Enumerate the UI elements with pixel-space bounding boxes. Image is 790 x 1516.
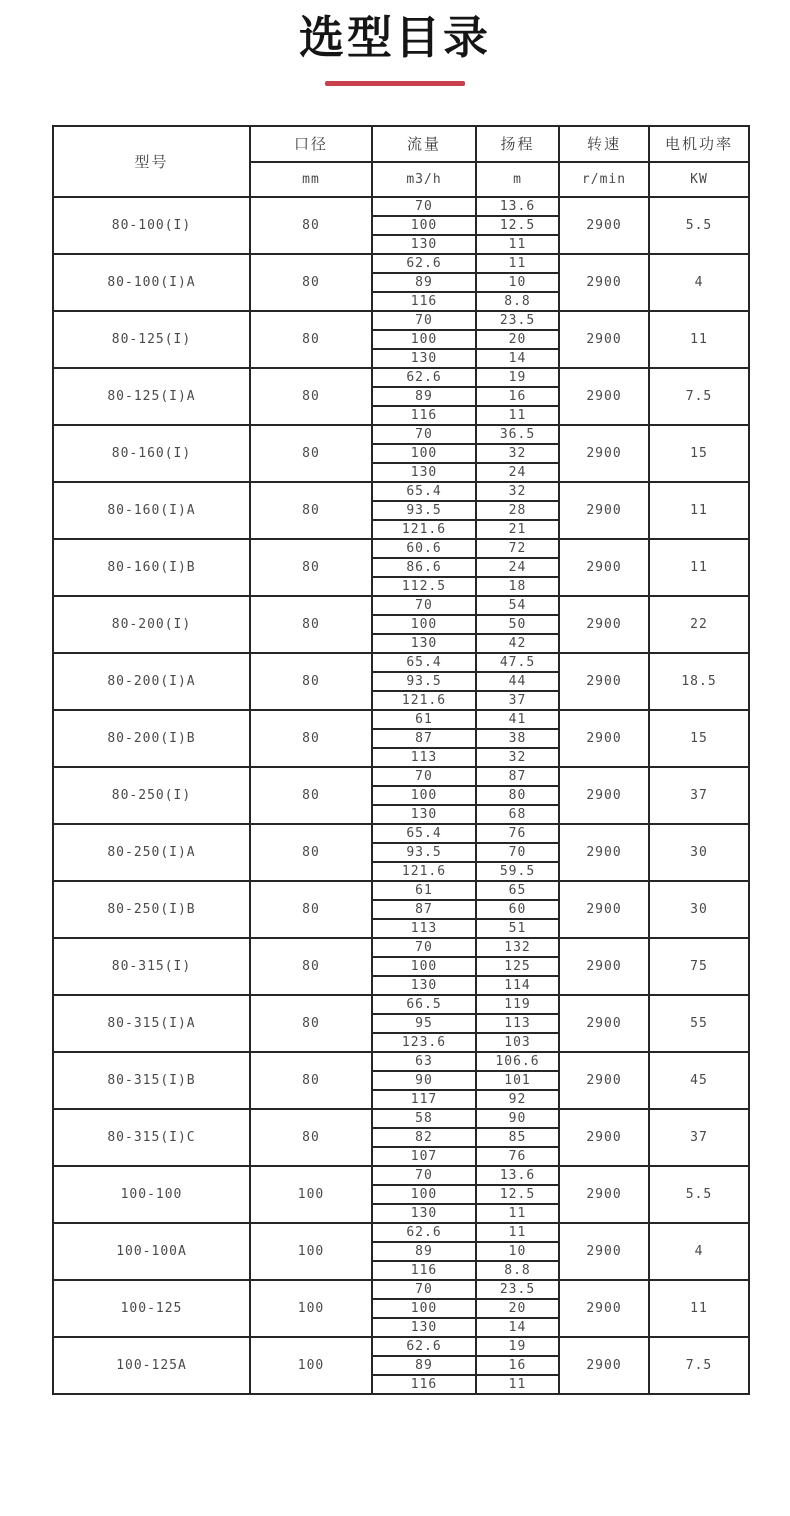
- spec-subrow: [53, 1280, 749, 1299]
- flow-cell: 130: [372, 463, 476, 482]
- diameter-cell: 80: [250, 824, 372, 881]
- head-cell: 11: [476, 1223, 559, 1242]
- power-cell: 11: [649, 482, 749, 539]
- flow-cell: 65.4: [372, 482, 476, 501]
- speed-cell: 2900: [559, 425, 649, 482]
- speed-cell: 2900: [559, 995, 649, 1052]
- head-cell: 16: [476, 387, 559, 406]
- flow-cell: 130: [372, 235, 476, 254]
- power-cell: 4: [649, 1223, 749, 1280]
- diameter-cell: 80: [250, 197, 372, 254]
- flow-cell: 93.5: [372, 672, 476, 691]
- spec-subrow: [53, 1223, 749, 1242]
- spec-subrow: [53, 824, 749, 843]
- model-cell: 80-250(I)A: [53, 824, 250, 881]
- power-cell: 37: [649, 1109, 749, 1166]
- flow-cell: 100: [372, 957, 476, 976]
- flow-cell: 61: [372, 710, 476, 729]
- head-cell: 114: [476, 976, 559, 995]
- head-cell: 13.6: [476, 197, 559, 216]
- speed-cell: 2900: [559, 1280, 649, 1337]
- speed-cell: 2900: [559, 539, 649, 596]
- head-cell: 12.5: [476, 216, 559, 235]
- flow-cell: 62.6: [372, 1223, 476, 1242]
- diameter-cell: 80: [250, 1052, 372, 1109]
- power-cell: 11: [649, 1280, 749, 1337]
- head-cell: 11: [476, 1375, 559, 1394]
- head-cell: 11: [476, 406, 559, 425]
- spec-subrow: [53, 425, 749, 444]
- diameter-cell: 80: [250, 311, 372, 368]
- head-cell: 42: [476, 634, 559, 653]
- spec-subrow: [53, 1337, 749, 1356]
- head-cell: 80: [476, 786, 559, 805]
- head-cell: 101: [476, 1071, 559, 1090]
- power-cell: 7.5: [649, 368, 749, 425]
- model-cell: 80-100(I)A: [53, 254, 250, 311]
- flow-cell: 130: [372, 805, 476, 824]
- head-cell: 54: [476, 596, 559, 615]
- head-cell: 20: [476, 1299, 559, 1318]
- model-cell: 80-315(I)A: [53, 995, 250, 1052]
- flow-cell: 70: [372, 767, 476, 786]
- header-flow: 流量: [372, 126, 476, 162]
- model-cell: 100-100: [53, 1166, 250, 1223]
- power-cell: 7.5: [649, 1337, 749, 1394]
- flow-cell: 100: [372, 444, 476, 463]
- power-cell: 15: [649, 710, 749, 767]
- head-cell: 119: [476, 995, 559, 1014]
- diameter-cell: 80: [250, 995, 372, 1052]
- power-cell: 18.5: [649, 653, 749, 710]
- power-cell: 5.5: [649, 1166, 749, 1223]
- head-cell: 24: [476, 558, 559, 577]
- header-row-labels: [53, 126, 749, 162]
- diameter-cell: 80: [250, 254, 372, 311]
- head-cell: 11: [476, 235, 559, 254]
- head-cell: 11: [476, 1204, 559, 1223]
- flow-cell: 61: [372, 881, 476, 900]
- flow-cell: 93.5: [372, 843, 476, 862]
- head-cell: 125: [476, 957, 559, 976]
- speed-cell: 2900: [559, 710, 649, 767]
- header-model: 型号: [53, 126, 250, 197]
- head-cell: 23.5: [476, 311, 559, 330]
- head-cell: 47.5: [476, 653, 559, 672]
- head-cell: 10: [476, 1242, 559, 1261]
- head-cell: 10: [476, 273, 559, 292]
- speed-cell: 2900: [559, 311, 649, 368]
- model-cell: 80-200(I)B: [53, 710, 250, 767]
- diameter-cell: 80: [250, 767, 372, 824]
- diameter-cell: 80: [250, 710, 372, 767]
- flow-cell: 65.4: [372, 653, 476, 672]
- flow-cell: 100: [372, 216, 476, 235]
- model-cell: 80-315(I): [53, 938, 250, 995]
- head-cell: 90: [476, 1109, 559, 1128]
- spec-subrow: [53, 653, 749, 672]
- title-underline: [325, 81, 465, 86]
- flow-cell: 89: [372, 273, 476, 292]
- head-cell: 106.6: [476, 1052, 559, 1071]
- flow-cell: 87: [372, 900, 476, 919]
- power-cell: 4: [649, 254, 749, 311]
- head-cell: 18: [476, 577, 559, 596]
- head-cell: 38: [476, 729, 559, 748]
- speed-cell: 2900: [559, 368, 649, 425]
- spec-subrow: [53, 938, 749, 957]
- speed-cell: 2900: [559, 1337, 649, 1394]
- flow-cell: 95: [372, 1014, 476, 1033]
- flow-cell: 100: [372, 615, 476, 634]
- head-cell: 13.6: [476, 1166, 559, 1185]
- flow-cell: 70: [372, 197, 476, 216]
- flow-cell: 130: [372, 1204, 476, 1223]
- model-cell: 80-200(I): [53, 596, 250, 653]
- flow-cell: 130: [372, 1318, 476, 1337]
- head-cell: 8.8: [476, 292, 559, 311]
- flow-cell: 121.6: [372, 520, 476, 539]
- speed-cell: 2900: [559, 1052, 649, 1109]
- head-cell: 68: [476, 805, 559, 824]
- flow-cell: 58: [372, 1109, 476, 1128]
- flow-cell: 60.6: [372, 539, 476, 558]
- flow-cell: 93.5: [372, 501, 476, 520]
- power-cell: 30: [649, 881, 749, 938]
- spec-subrow: [53, 1109, 749, 1128]
- head-cell: 85: [476, 1128, 559, 1147]
- diameter-cell: 80: [250, 368, 372, 425]
- table-body: [53, 197, 749, 1394]
- page-title: 选型目录: [298, 12, 491, 63]
- flow-cell: 62.6: [372, 368, 476, 387]
- speed-cell: 2900: [559, 1166, 649, 1223]
- flow-cell: 65.4: [372, 824, 476, 843]
- speed-cell: 2900: [559, 767, 649, 824]
- head-cell: 65: [476, 881, 559, 900]
- power-cell: 30: [649, 824, 749, 881]
- flow-cell: 90: [372, 1071, 476, 1090]
- flow-cell: 89: [372, 1356, 476, 1375]
- flow-cell: 70: [372, 311, 476, 330]
- head-cell: 21: [476, 520, 559, 539]
- flow-cell: 82: [372, 1128, 476, 1147]
- head-cell: 50: [476, 615, 559, 634]
- header-speed: 转速: [559, 126, 649, 162]
- flow-cell: 117: [372, 1090, 476, 1109]
- head-cell: 76: [476, 824, 559, 843]
- model-cell: 80-125(I): [53, 311, 250, 368]
- power-cell: 55: [649, 995, 749, 1052]
- head-cell: 14: [476, 349, 559, 368]
- flow-cell: 116: [372, 406, 476, 425]
- flow-cell: 130: [372, 976, 476, 995]
- header-head: 扬程: [476, 126, 559, 162]
- head-cell: 41: [476, 710, 559, 729]
- diameter-cell: 80: [250, 938, 372, 995]
- flow-cell: 116: [372, 292, 476, 311]
- head-cell: 44: [476, 672, 559, 691]
- head-cell: 92: [476, 1090, 559, 1109]
- model-cell: 100-125: [53, 1280, 250, 1337]
- unit-head: m: [476, 162, 559, 197]
- speed-cell: 2900: [559, 1109, 649, 1166]
- model-cell: 80-125(I)A: [53, 368, 250, 425]
- head-cell: 51: [476, 919, 559, 938]
- flow-cell: 89: [372, 1242, 476, 1261]
- diameter-cell: 80: [250, 482, 372, 539]
- head-cell: 12.5: [476, 1185, 559, 1204]
- table-header: [53, 126, 749, 197]
- flow-cell: 62.6: [372, 254, 476, 273]
- unit-speed: r/min: [559, 162, 649, 197]
- diameter-cell: 100: [250, 1280, 372, 1337]
- flow-cell: 121.6: [372, 691, 476, 710]
- head-cell: 19: [476, 368, 559, 387]
- flow-cell: 70: [372, 425, 476, 444]
- spec-subrow: [53, 881, 749, 900]
- speed-cell: 2900: [559, 824, 649, 881]
- page-header: [0, 0, 790, 86]
- speed-cell: 2900: [559, 881, 649, 938]
- spec-subrow: [53, 197, 749, 216]
- diameter-cell: 100: [250, 1337, 372, 1394]
- flow-cell: 87: [372, 729, 476, 748]
- flow-cell: 70: [372, 1166, 476, 1185]
- power-cell: 75: [649, 938, 749, 995]
- diameter-cell: 80: [250, 653, 372, 710]
- flow-cell: 100: [372, 1185, 476, 1204]
- header-diameter: 口径: [250, 126, 372, 162]
- model-cell: 80-160(I)B: [53, 539, 250, 596]
- unit-power: KW: [649, 162, 749, 197]
- spec-subrow: [53, 482, 749, 501]
- model-cell: 80-250(I): [53, 767, 250, 824]
- head-cell: 14: [476, 1318, 559, 1337]
- speed-cell: 2900: [559, 1223, 649, 1280]
- speed-cell: 2900: [559, 596, 649, 653]
- head-cell: 37: [476, 691, 559, 710]
- flow-cell: 70: [372, 938, 476, 957]
- flow-cell: 112.5: [372, 577, 476, 596]
- flow-cell: 100: [372, 786, 476, 805]
- model-cell: 80-160(I)A: [53, 482, 250, 539]
- diameter-cell: 80: [250, 1109, 372, 1166]
- spec-subrow: [53, 596, 749, 615]
- spec-subrow: [53, 368, 749, 387]
- flow-cell: 63: [372, 1052, 476, 1071]
- head-cell: 60: [476, 900, 559, 919]
- diameter-cell: 80: [250, 539, 372, 596]
- flow-cell: 100: [372, 1299, 476, 1318]
- model-cell: 80-100(I): [53, 197, 250, 254]
- flow-cell: 70: [372, 596, 476, 615]
- head-cell: 32: [476, 482, 559, 501]
- power-cell: 11: [649, 539, 749, 596]
- spec-subrow: [53, 539, 749, 558]
- diameter-cell: 80: [250, 596, 372, 653]
- flow-cell: 130: [372, 349, 476, 368]
- head-cell: 8.8: [476, 1261, 559, 1280]
- head-cell: 28: [476, 501, 559, 520]
- flow-cell: 86.6: [372, 558, 476, 577]
- flow-cell: 113: [372, 748, 476, 767]
- diameter-cell: 100: [250, 1223, 372, 1280]
- head-cell: 70: [476, 843, 559, 862]
- header-power: 电机功率: [649, 126, 749, 162]
- head-cell: 76: [476, 1147, 559, 1166]
- model-cell: 100-125A: [53, 1337, 250, 1394]
- flow-cell: 100: [372, 330, 476, 349]
- spec-subrow: [53, 995, 749, 1014]
- head-cell: 36.5: [476, 425, 559, 444]
- power-cell: 45: [649, 1052, 749, 1109]
- head-cell: 24: [476, 463, 559, 482]
- head-cell: 32: [476, 748, 559, 767]
- head-cell: 23.5: [476, 1280, 559, 1299]
- head-cell: 59.5: [476, 862, 559, 881]
- head-cell: 11: [476, 254, 559, 273]
- flow-cell: 116: [372, 1261, 476, 1280]
- flow-cell: 89: [372, 387, 476, 406]
- power-cell: 37: [649, 767, 749, 824]
- flow-cell: 62.6: [372, 1337, 476, 1356]
- spec-subrow: [53, 1052, 749, 1071]
- spec-subrow: [53, 254, 749, 273]
- head-cell: 132: [476, 938, 559, 957]
- speed-cell: 2900: [559, 254, 649, 311]
- head-cell: 16: [476, 1356, 559, 1375]
- flow-cell: 116: [372, 1375, 476, 1394]
- head-cell: 19: [476, 1337, 559, 1356]
- power-cell: 22: [649, 596, 749, 653]
- diameter-cell: 80: [250, 425, 372, 482]
- speed-cell: 2900: [559, 938, 649, 995]
- model-cell: 80-315(I)B: [53, 1052, 250, 1109]
- flow-cell: 70: [372, 1280, 476, 1299]
- spec-subrow: [53, 311, 749, 330]
- head-cell: 32: [476, 444, 559, 463]
- selection-catalog-table: [52, 125, 750, 1395]
- flow-cell: 107: [372, 1147, 476, 1166]
- head-cell: 72: [476, 539, 559, 558]
- power-cell: 5.5: [649, 197, 749, 254]
- flow-cell: 123.6: [372, 1033, 476, 1052]
- model-cell: 80-250(I)B: [53, 881, 250, 938]
- head-cell: 20: [476, 330, 559, 349]
- model-cell: 100-100A: [53, 1223, 250, 1280]
- flow-cell: 66.5: [372, 995, 476, 1014]
- power-cell: 11: [649, 311, 749, 368]
- model-cell: 80-315(I)C: [53, 1109, 250, 1166]
- head-cell: 113: [476, 1014, 559, 1033]
- head-cell: 87: [476, 767, 559, 786]
- head-cell: 103: [476, 1033, 559, 1052]
- unit-diameter: mm: [250, 162, 372, 197]
- diameter-cell: 80: [250, 881, 372, 938]
- flow-cell: 130: [372, 634, 476, 653]
- speed-cell: 2900: [559, 197, 649, 254]
- diameter-cell: 100: [250, 1166, 372, 1223]
- model-cell: 80-160(I): [53, 425, 250, 482]
- model-cell: 80-200(I)A: [53, 653, 250, 710]
- flow-cell: 121.6: [372, 862, 476, 881]
- speed-cell: 2900: [559, 653, 649, 710]
- spec-subrow: [53, 767, 749, 786]
- power-cell: 15: [649, 425, 749, 482]
- spec-subrow: [53, 710, 749, 729]
- unit-flow: m3/h: [372, 162, 476, 197]
- flow-cell: 113: [372, 919, 476, 938]
- spec-subrow: [53, 1166, 749, 1185]
- speed-cell: 2900: [559, 482, 649, 539]
